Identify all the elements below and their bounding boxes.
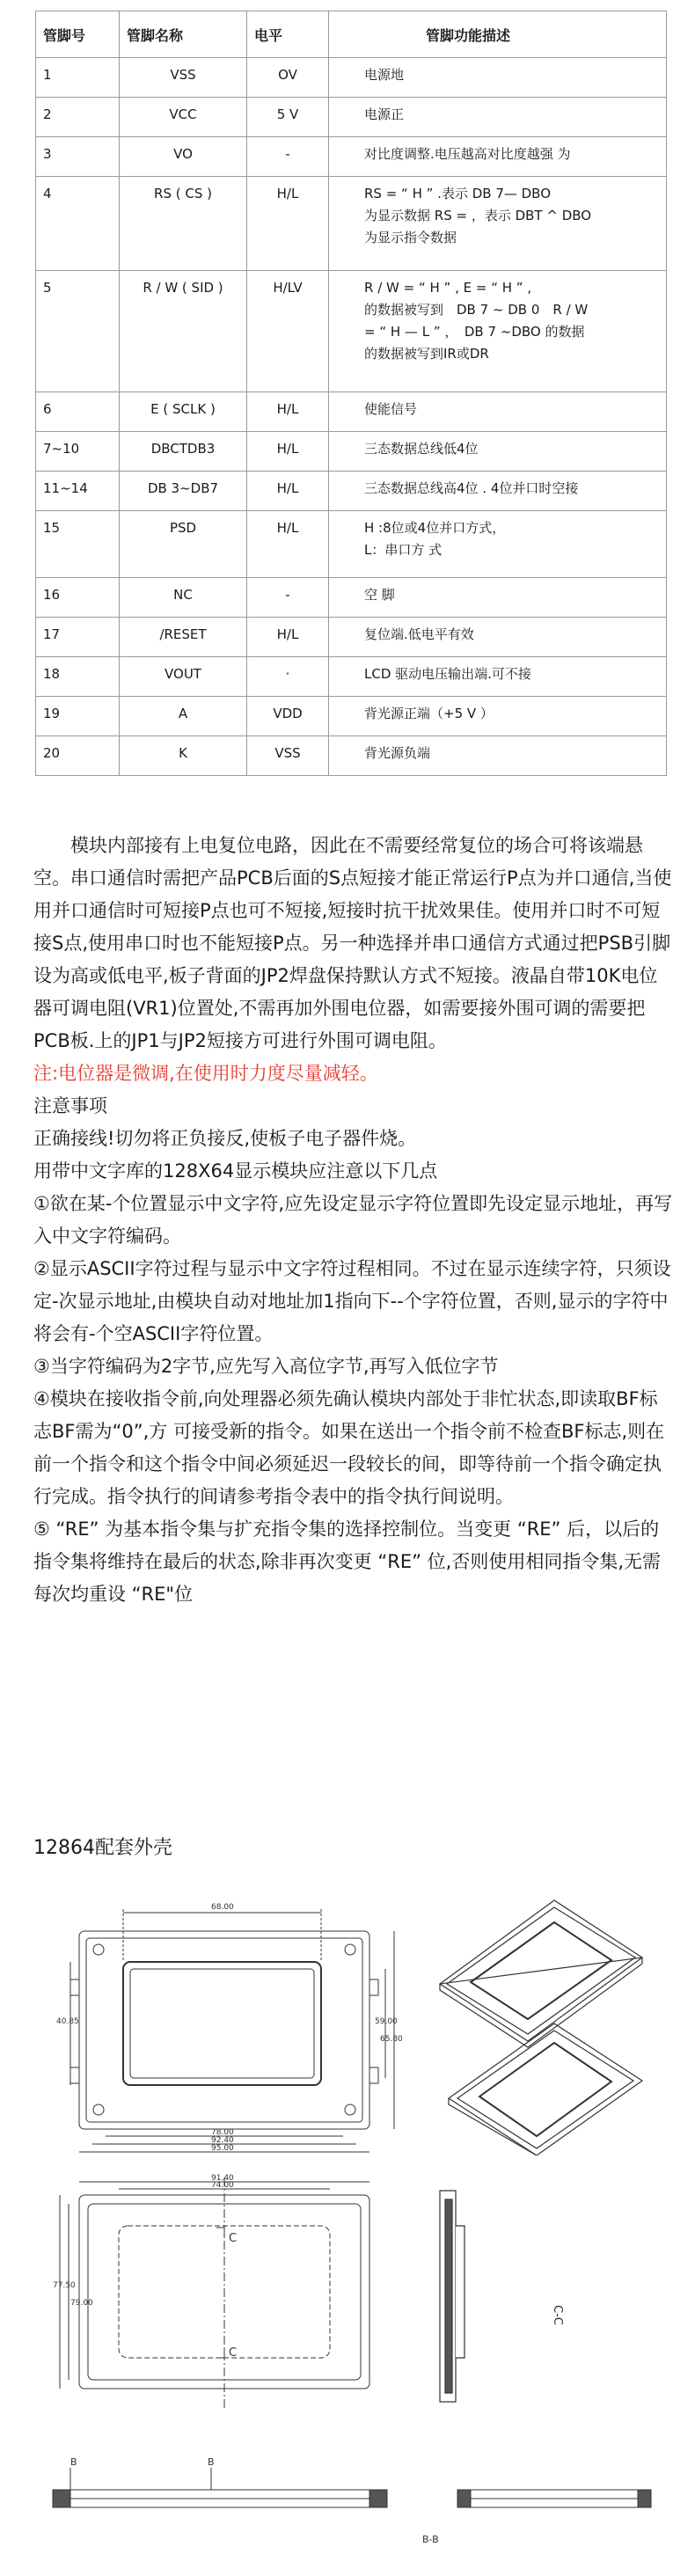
pin-number: 5: [36, 271, 120, 392]
pin-row: [36, 618, 667, 657]
pin-function-line: 背光源负端: [364, 745, 431, 761]
pin-level: H/L: [247, 472, 329, 511]
pin-row: [36, 98, 667, 137]
pin-function: [329, 511, 667, 578]
pin-level: H/L: [247, 392, 329, 432]
pin-number: 4: [36, 177, 120, 271]
pin-row: [36, 271, 667, 392]
pin-function-line: LCD 驱动电压输出端.可不接: [364, 666, 531, 682]
pin-function: [329, 392, 667, 432]
pin-level: VSS: [247, 736, 329, 776]
notes-title: 注意事项: [33, 1095, 107, 1116]
pin-number: 17: [36, 618, 120, 657]
pin-function-line: L：串口方 式: [364, 542, 443, 558]
pin-number: 20: [36, 736, 120, 776]
pin-number: 16: [36, 578, 120, 618]
main-paragraph-block: [33, 830, 676, 1611]
pin-level: H/L: [247, 432, 329, 472]
pin-function: [329, 618, 667, 657]
pin-number: 3: [36, 137, 120, 177]
note-item-2: ①欲在某-个位置显示中文字符,应先设定显示字符位置即先设定显示地址，再写入中文字符编码。: [33, 1193, 673, 1247]
pin-row: [36, 58, 667, 98]
pin-function-line: 为显示数据 RS = ，表示 DBT ^ DBO: [364, 208, 592, 223]
pin-row: [36, 736, 667, 776]
pin-name: PSD: [120, 511, 247, 578]
note-item-3: ②显示ASCII字符过程与显示中文字符过程相同。不过在显示连续字符，只须设定-次显示地址,由模块自动对地址加1指向下--个字符位置，否则,显示的字符中将会有-个空ASCII字符位置。: [33, 1258, 671, 1344]
pin-row: [36, 657, 667, 697]
note-item-5: ④模块在接收指令前,向处理器必须先确认模块内部处于非忙状态,即读取BF标志BF需为“0”,方 可接受新的指令。如果在送出一个指令前不检查BF标志,则在前一个指令和这个指令中间必须延迟一段较长的间，即等待前一个指令确定执行完成。指令执行的间请参考指令表中的指令执行间说明。: [33, 1388, 665, 1507]
pin-level: H/LV: [247, 271, 329, 392]
pin-number: 15: [36, 511, 120, 578]
note-item-6: ⑤ “RE” 为基本指令集与扩充指令集的选择控制位。当变更 “RE” 后，以后的指令集将维持在最后的状态,除非再次变更 “RE” 位,否则使用相同指令集,无需每次均重设 “RE"位: [33, 1519, 661, 1605]
header-pin: 管脚号: [36, 11, 120, 58]
dim-section-77: 77.50: [53, 2281, 76, 2290]
pin-row: [36, 432, 667, 472]
header-func: 管脚功能描述: [329, 11, 667, 58]
pin-level: H/L: [247, 511, 329, 578]
warning-note: 注:电位器是微调,在使用时力度尽量减轻。: [33, 1063, 378, 1084]
pin-name: A: [120, 697, 247, 736]
pin-level: 5 V: [247, 98, 329, 137]
pin-level: -: [247, 578, 329, 618]
pin-name: VSS: [120, 58, 247, 98]
pin-number: 7~10: [36, 432, 120, 472]
pin-function: [329, 578, 667, 618]
mark-c-bottom: C: [229, 2346, 238, 2360]
pin-number: 11~14: [36, 472, 120, 511]
dim-front-78: 78.00: [211, 2128, 234, 2137]
note-item-1: 用带中文字库的128X64显示模块应注意以下几点: [33, 1160, 438, 1182]
dim-section-74: 74.00: [211, 2181, 234, 2190]
mark-bb: B-B: [422, 2534, 439, 2545]
pin-level: VDD: [247, 697, 329, 736]
dim-front-95: 95.00: [211, 2144, 234, 2153]
case-isometric-drawing: [422, 1892, 677, 2155]
pin-level: H/L: [247, 618, 329, 657]
pin-function-line: 的数据被写到 DB 7 ~ DB 0 R / W: [364, 302, 589, 318]
pin-name: VOUT: [120, 657, 247, 697]
dim-section-91: 91.40: [211, 2174, 234, 2183]
dim-front-top: 68.00: [211, 1903, 234, 1912]
pin-function-line: 三态数据总线高4位 . 4位并口时空接: [364, 480, 579, 496]
pin-row: [36, 511, 667, 578]
note-item-4: ③当字符编码为2字节,应先写入高位字节,再写入低位字节: [33, 1356, 499, 1377]
pin-function-line: 三态数据总线低4位: [364, 441, 479, 457]
pin-function-line: 对比度调整.电压越高对比度越强 为: [364, 146, 571, 162]
mark-b-left: B: [70, 2456, 77, 2468]
pin-name: DBCTDB3: [120, 432, 247, 472]
pin-name: R / W ( SID ): [120, 271, 247, 392]
pin-name: K: [120, 736, 247, 776]
dim-front-left: 40.85: [56, 2017, 79, 2026]
main-paragraph: 模块内部接有上电复位电路，因此在不需要经常复位的场合可将该端悬空。串口通信时需把产品PCB后面的S点短接才能正常运行P点为并口通信,当使用并口通信时可短接P点也可不短接,短接时抗干扰效果佳。使用并口时不可短接S点,使用串口时也不能短接P点。另一种选择并串口通信方式通过把PSB引脚设为高或低电平,板子背面的JP2焊盘保持默认方式不短接。液晶自带10K电位器可调电阻(VR1)位置处,不需再加外围电位器，如需要接外围可调的需要把PCB板.上的JP1与JP2短接方可进行外围可调电阻。: [33, 835, 672, 1051]
pin-row: [36, 697, 667, 736]
pin-function-line: R / W = “ H ” , E = “ H ” ,: [364, 280, 532, 296]
pin-number: 1: [36, 58, 120, 98]
pin-function-line: 电源地: [364, 67, 405, 83]
pin-level: OV: [247, 58, 329, 98]
pin-level: ·: [247, 657, 329, 697]
mark-c-top: C: [229, 2232, 238, 2245]
pin-number: 2: [36, 98, 120, 137]
pin-function: [329, 472, 667, 511]
dim-front-65: 65.80: [380, 2035, 403, 2044]
pin-name: VO: [120, 137, 247, 177]
note-item-0: 正确接线!切勿将正负接反,使板子电子器件烧。: [33, 1128, 417, 1149]
pin-function: [329, 697, 667, 736]
pin-level: H/L: [247, 177, 329, 271]
pin-function-line: 使能信号: [364, 401, 418, 417]
pin-function: [329, 432, 667, 472]
pin-name: RS ( CS ): [120, 177, 247, 271]
pin-function-line: = “ H — L ” ， DB 7 ~DBO 的数据: [364, 324, 585, 340]
pin-row: [36, 177, 667, 271]
case-title: 12864配套外壳: [33, 1837, 172, 1859]
dim-section-79: 79.00: [70, 2299, 93, 2308]
mark-cc: C-C: [551, 2305, 564, 2325]
pin-function: [329, 657, 667, 697]
pin-name: E ( SCLK ): [120, 392, 247, 432]
case-front-view-drawing: [53, 1892, 405, 2155]
pin-name: /RESET: [120, 618, 247, 657]
pin-function-line: 复位端.低电平有效: [364, 626, 474, 642]
pin-table: [35, 11, 667, 776]
pin-function: [329, 137, 667, 177]
pin-function-line: 为显示指令数据: [364, 230, 457, 245]
pin-table-header: [36, 11, 667, 58]
header-name: 管脚名称: [120, 11, 247, 58]
pin-function-line: 背光源正端（+5 V ）: [364, 706, 494, 721]
pin-number: 6: [36, 392, 120, 432]
pin-function-line: RS = “ H ” .表示 DB 7— DBO: [364, 186, 552, 201]
pin-number: 19: [36, 697, 120, 736]
pin-function: [329, 177, 667, 271]
pin-function: [329, 736, 667, 776]
case-bottom-section-drawing: [35, 2455, 669, 2569]
pin-name: DB 3~DB7: [120, 472, 247, 511]
pin-function: [329, 98, 667, 137]
pin-function-line: 的数据被写到IR或DR: [364, 346, 489, 362]
pin-function: [329, 271, 667, 392]
pin-function-line: 电源正: [364, 106, 405, 122]
pin-function-line: 空 脚: [364, 587, 395, 603]
case-side-section-drawing: [422, 2173, 677, 2437]
pin-row: [36, 472, 667, 511]
pin-function-line: H :8位或4位并口方式，: [364, 520, 506, 536]
dim-front-92: 92.40: [211, 2136, 234, 2145]
pin-row: [36, 137, 667, 177]
mark-b-right: B: [208, 2456, 215, 2468]
pin-name: NC: [120, 578, 247, 618]
pin-number: 18: [36, 657, 120, 697]
header-level: 电平: [247, 11, 329, 58]
pin-function: [329, 58, 667, 98]
case-section-drawing: [53, 2173, 405, 2437]
pin-level: -: [247, 137, 329, 177]
pin-name: VCC: [120, 98, 247, 137]
dim-front-59: 59.00: [375, 2017, 398, 2026]
pin-row: [36, 392, 667, 432]
pin-row: [36, 578, 667, 618]
